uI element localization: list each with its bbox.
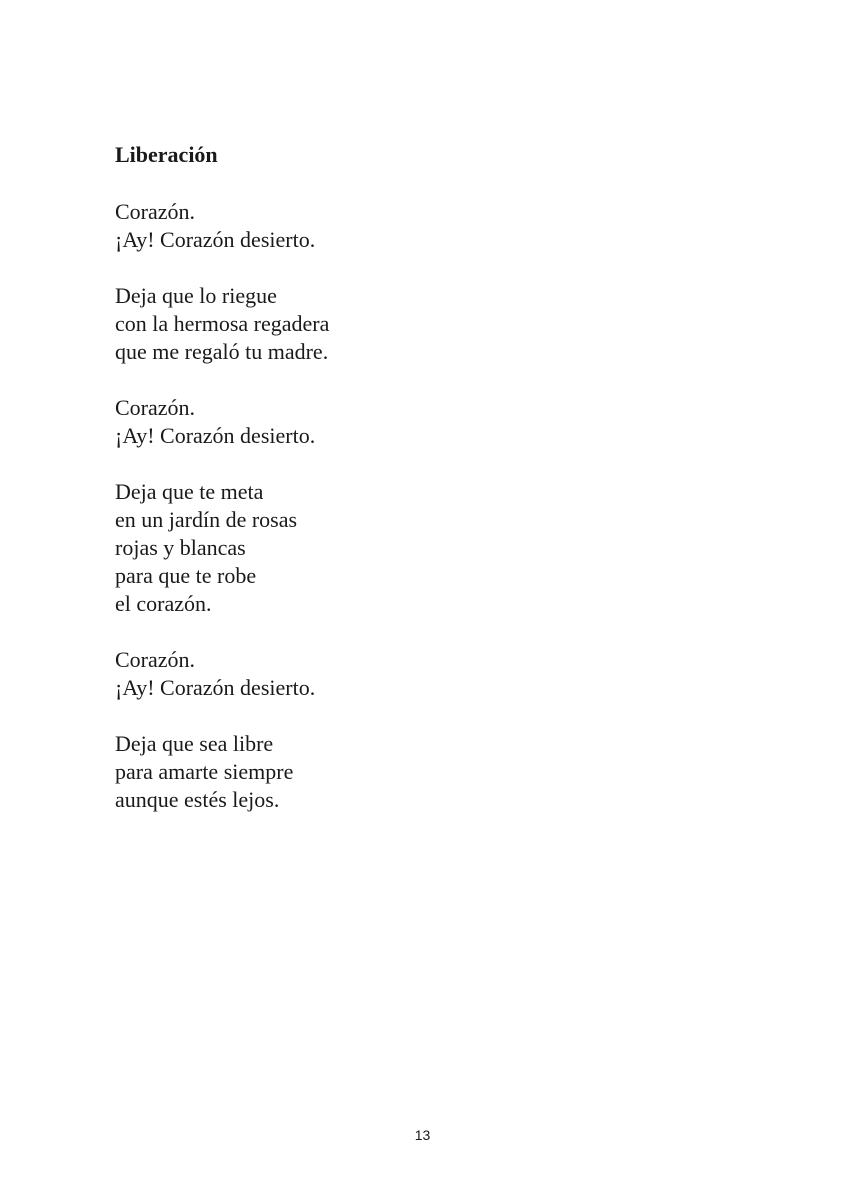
poem-line: ¡Ay! Corazón desierto. bbox=[115, 423, 316, 448]
poem-line: ¡Ay! Corazón desierto. bbox=[115, 675, 316, 700]
poem-body bbox=[115, 198, 715, 842]
poem-line: en un jardín de rosas bbox=[115, 507, 298, 532]
poem-line: Corazón. bbox=[115, 395, 196, 420]
poem-line: con la hermosa regadera bbox=[115, 311, 330, 336]
stanza-1 bbox=[115, 198, 715, 254]
poem-line: Deja que lo riegue bbox=[115, 283, 277, 308]
poem-line: para que te robe bbox=[115, 563, 257, 588]
stanza-4 bbox=[115, 478, 715, 618]
stanza-6 bbox=[115, 730, 715, 814]
poem-line: Corazón. bbox=[115, 647, 196, 672]
poem-line: Deja que te meta bbox=[115, 479, 264, 504]
poem-title: Liberación bbox=[115, 142, 218, 167]
poem-line: el corazón. bbox=[115, 591, 212, 616]
stanza-3 bbox=[115, 394, 715, 450]
stanza-5 bbox=[115, 646, 715, 702]
poem-line: Deja que sea libre bbox=[115, 731, 274, 756]
page-number: 13 bbox=[414, 1127, 431, 1143]
poem-line: para amarte siempre bbox=[115, 759, 294, 784]
poem-line: Corazón. bbox=[115, 199, 196, 224]
poem-line: aunque estés lejos. bbox=[115, 787, 280, 812]
stanza-2 bbox=[115, 282, 715, 366]
poem-line: ¡Ay! Corazón desierto. bbox=[115, 227, 316, 252]
poem-line: rojas y blancas bbox=[115, 535, 246, 560]
poem-line: que me regaló tu madre. bbox=[115, 339, 329, 364]
